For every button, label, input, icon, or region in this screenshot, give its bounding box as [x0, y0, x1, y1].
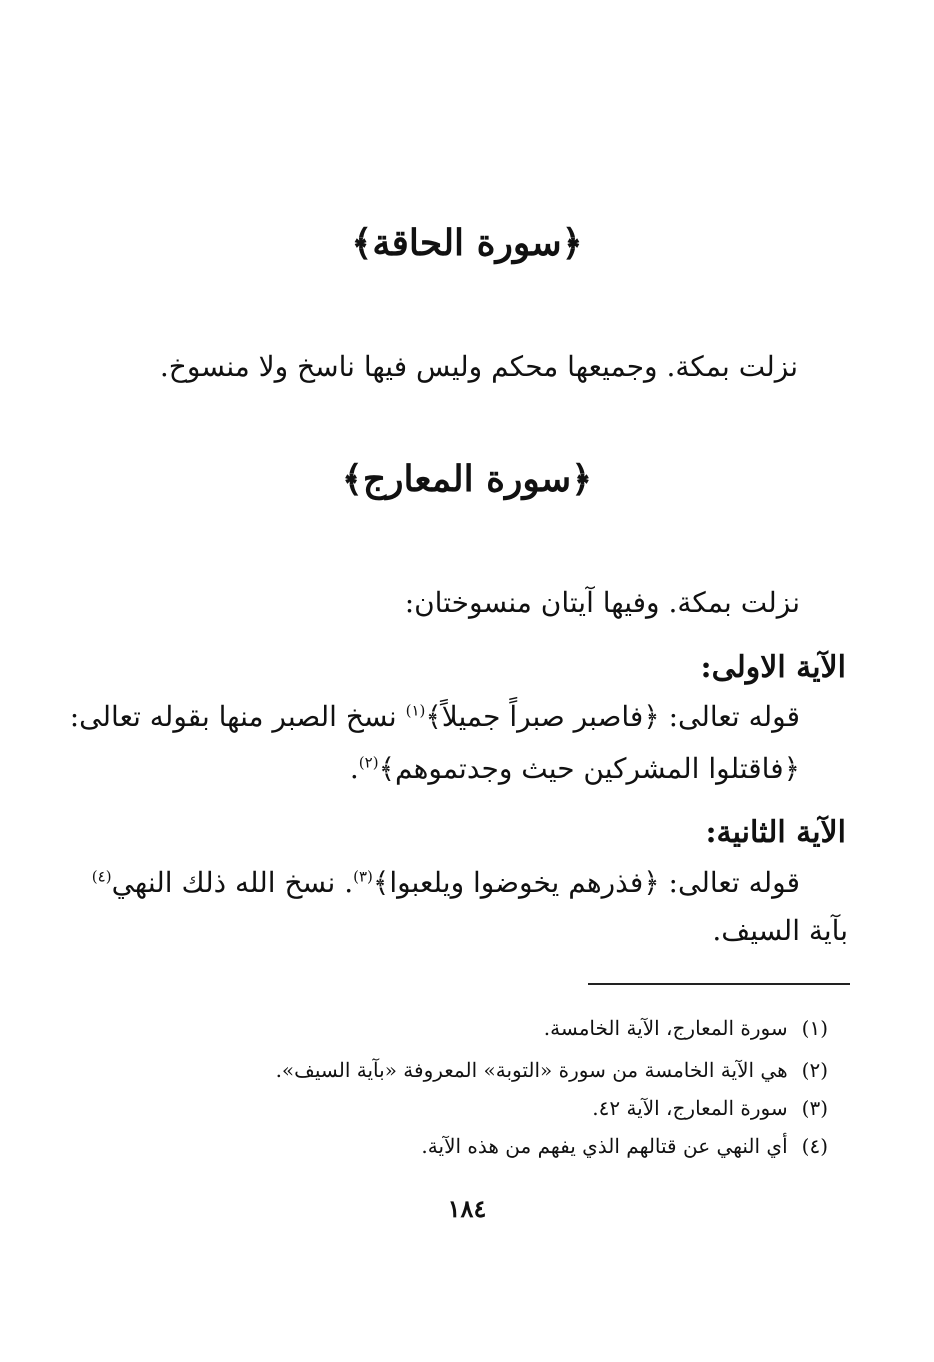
verse-one-line-1-quote: قوله تعالى: ﴿فاصبر صبراً جميلاً﴾	[425, 700, 800, 733]
verse-one-line-1	[70, 700, 800, 734]
footnote-3	[592, 1096, 828, 1120]
page-number: ١٨٤	[447, 1194, 487, 1223]
footnote-4-number: (٤)	[801, 1134, 828, 1158]
verse-two-title: الآية الثانية:	[705, 815, 846, 850]
verse-one-line-2-quote: ﴿فاقتلوا المشركين حيث وجدتموهم﴾	[378, 752, 800, 785]
verse-one-line-1-rest: نسخ الصبر منها بقوله تعالى:	[69, 700, 406, 733]
surah-haqqah-heading: ﴿سورة الحاقة﴾	[351, 222, 583, 264]
surah-maarij-intro: نزلت بمكة. وفيها آيتان منسوختان:	[404, 586, 800, 619]
footnote-2	[276, 1058, 828, 1082]
footnote-1	[544, 1016, 828, 1040]
verse-two-line-1	[92, 866, 800, 900]
verse-two-line-1-rest: . نسخ الله ذلك النهي	[111, 866, 354, 899]
surah-maarij-heading: ﴿سورة المعارج﴾	[341, 458, 593, 500]
verse-two-line-2: بآية السيف.	[712, 914, 848, 947]
footnote-3-number: (٣)	[801, 1096, 828, 1120]
surah-haqqah-text: نزلت بمكة. وجميعها محكم وليس فيها ناسخ ولا منسوخ.	[159, 350, 798, 383]
footnote-1-text: سورة المعارج، الآية الخامسة.	[543, 1016, 788, 1040]
footnote-4-text: أي النهي عن قتالهم الذي يفهم من هذه الآية.	[421, 1134, 788, 1158]
verse-one-line-2-end: .	[349, 752, 359, 785]
footnote-2-number: (٢)	[801, 1058, 828, 1082]
verse-one-line-2	[350, 752, 800, 786]
footnote-separator	[588, 983, 850, 985]
footnote-ref-2: (٢)	[358, 753, 379, 772]
footnote-ref-3: (٣)	[353, 867, 373, 886]
footnote-4	[421, 1134, 828, 1158]
footnote-ref-1: (١)	[405, 701, 426, 720]
verse-two-line-1-quote: قوله تعالى: ﴿فذرهم يخوضوا ويلعبوا﴾	[372, 866, 800, 899]
verse-one-title: الآية الاولى:	[700, 650, 846, 685]
footnote-1-number: (١)	[801, 1016, 828, 1040]
footnote-3-text: سورة المعارج، الآية ٤٢.	[592, 1096, 788, 1120]
footnote-2-text: هي الآية الخامسة من سورة «التوبة» المعروفة «بآية السيف».	[275, 1058, 788, 1082]
footnote-ref-4: (٤)	[91, 867, 112, 886]
